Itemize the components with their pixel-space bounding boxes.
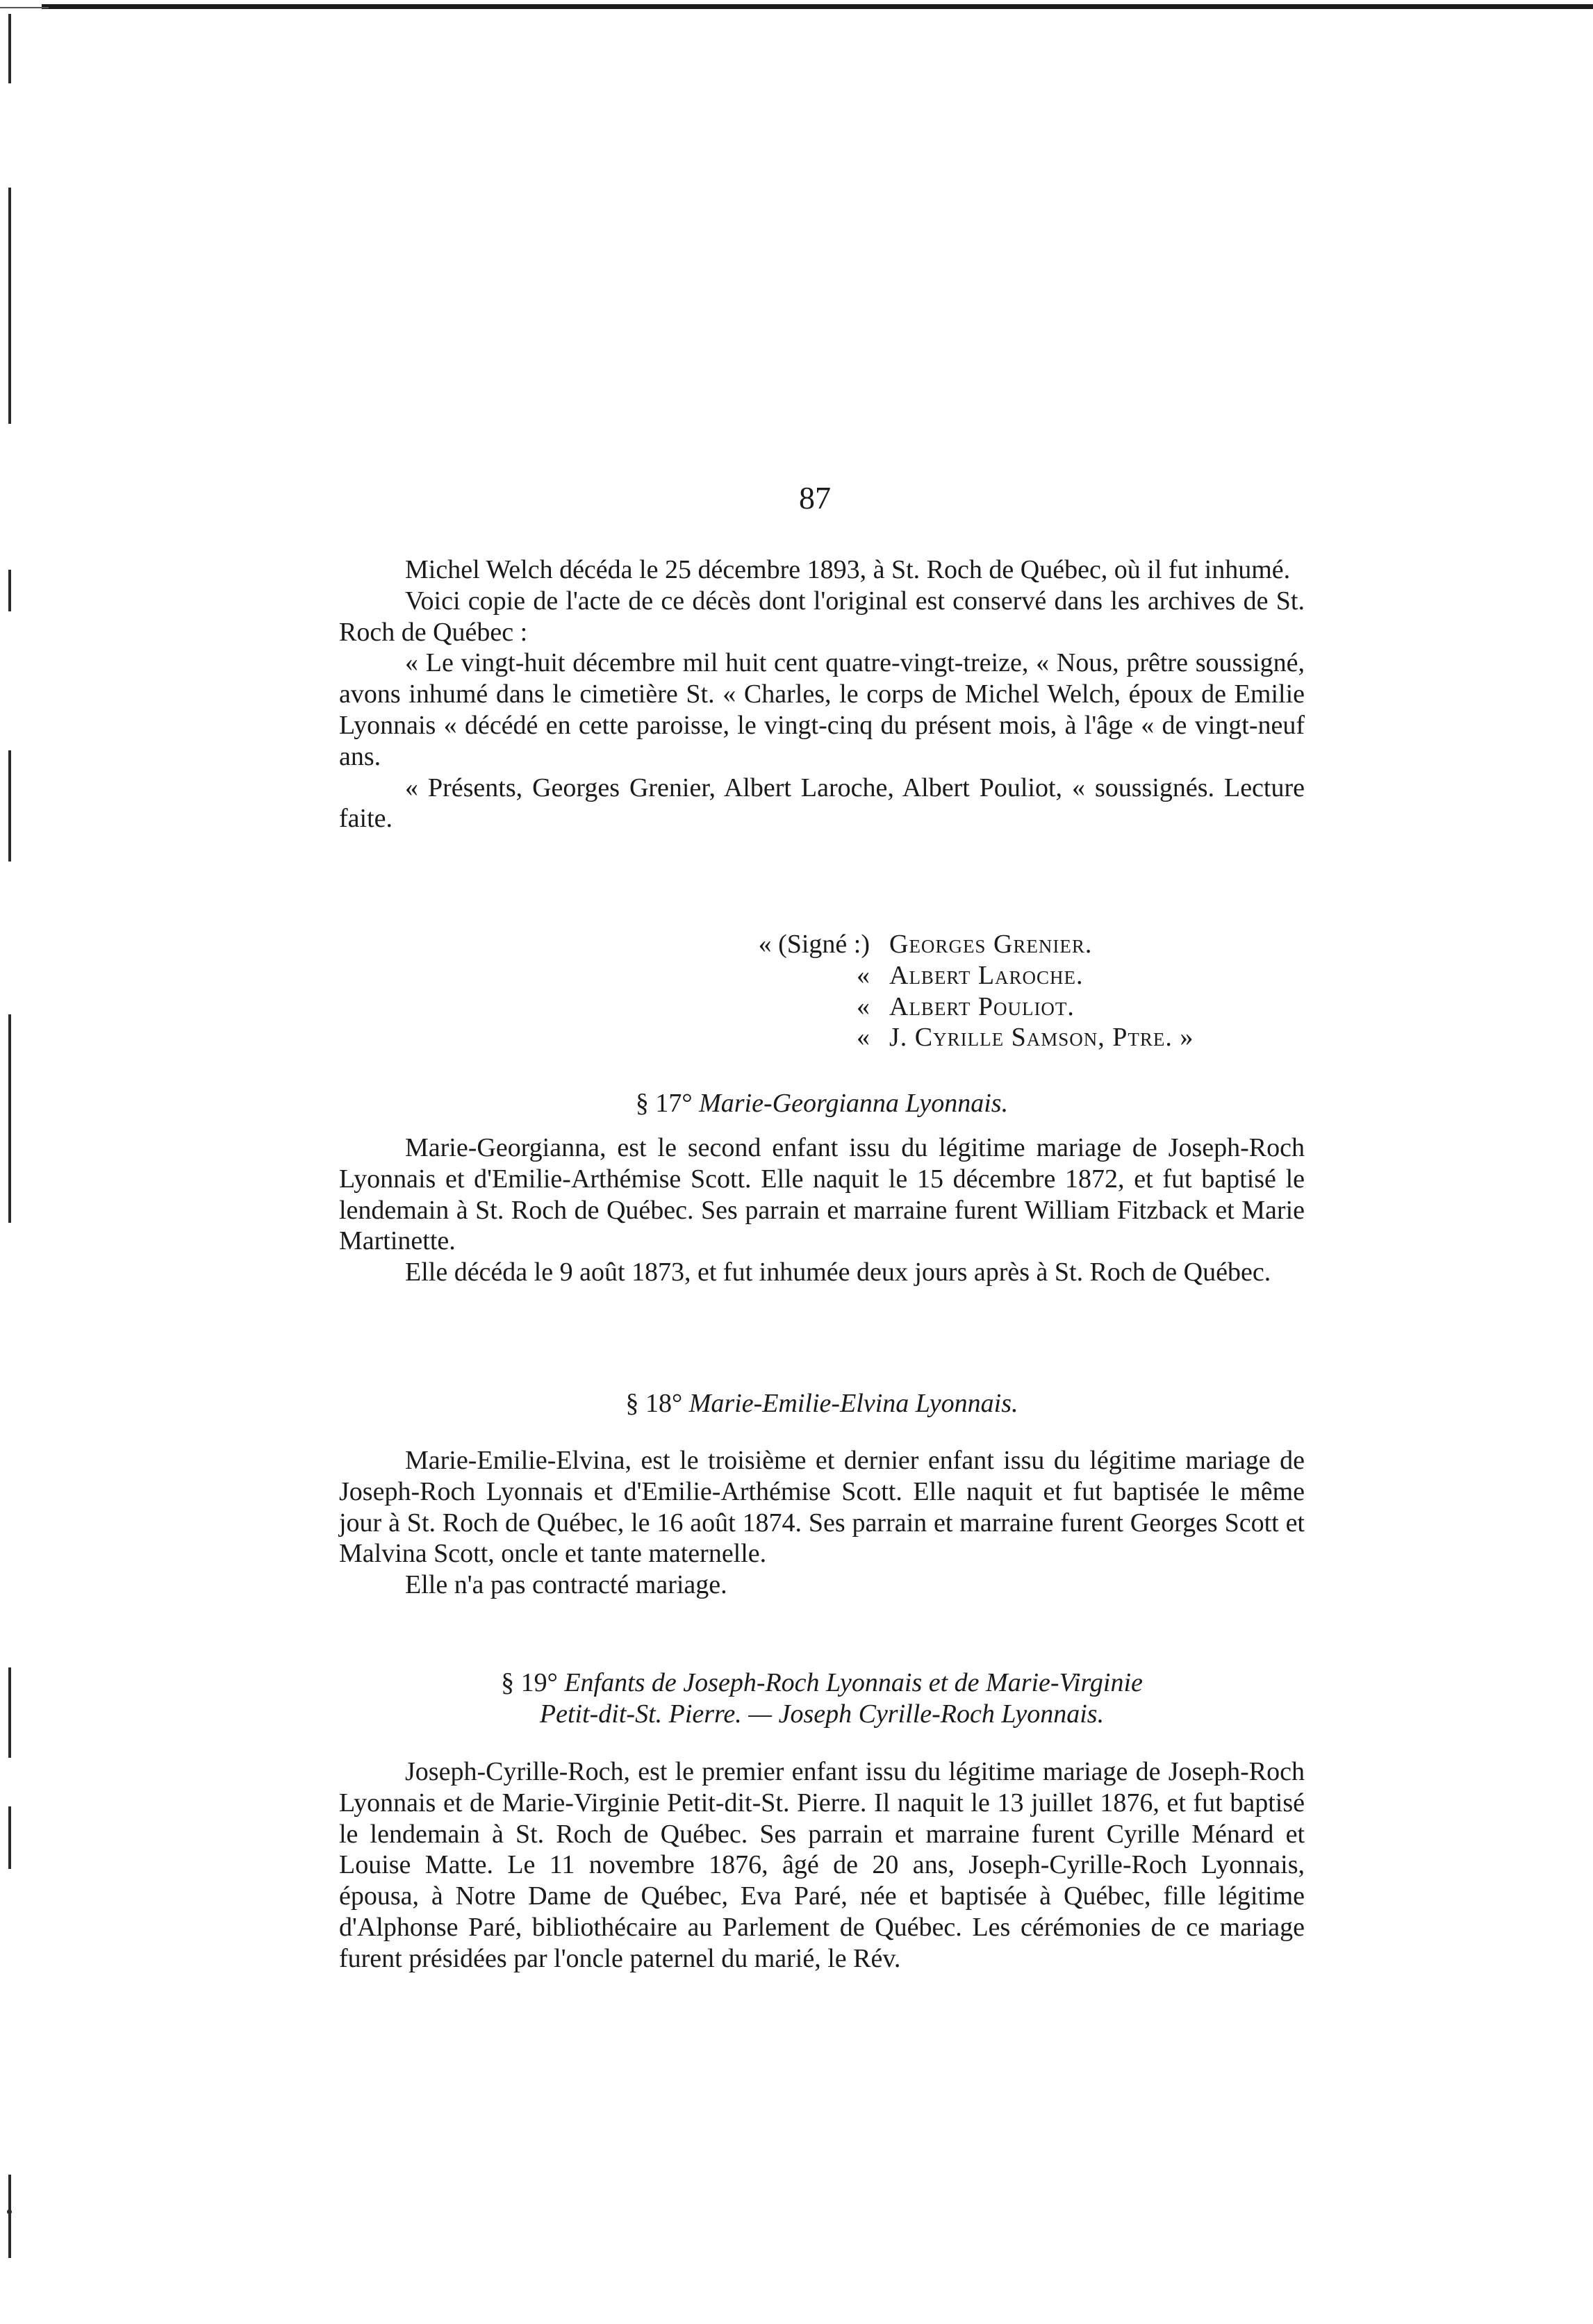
signature-row xyxy=(681,1022,1306,1053)
paragraph: Voici copie de l'acte de ce décès dont l'original est conservé dans les archives de St. Roch de Québec : xyxy=(339,586,1305,647)
scan-left-edge xyxy=(8,1667,11,1758)
signature-row xyxy=(681,960,1306,991)
section-17-body xyxy=(339,1132,1305,1288)
signatures-block xyxy=(681,929,1306,1053)
page-number: 87 xyxy=(799,480,831,516)
scan-left-edge xyxy=(8,1806,11,1869)
paragraph: Marie-Georgianna, est le second enfant issu du légitime mariage de Joseph-Roch Lyonnais et d'Emilie-Arthémise Scott. Elle naquit le 15 décembre 1872, et fut baptisé le lendemain à St. Roch de Québec. Ses parrain et marraine furent William Fitzback et Marie Martinette. xyxy=(339,1133,1305,1256)
section-number: § 17° xyxy=(635,1089,693,1118)
section-title: Marie-Georgianna Lyonnais. xyxy=(699,1089,1009,1118)
signature-mark: « (Signé :) xyxy=(758,930,870,959)
signature-name: Albert Laroche. xyxy=(889,960,1084,990)
scan-left-edge xyxy=(8,1014,11,1223)
section-number: § 18° xyxy=(625,1389,683,1418)
paragraph: Michel Welch décéda le 25 décembre 1893, à St. Roch de Québec, où il fut inhumé. xyxy=(405,555,1291,584)
signature-name: J. Cyrille Samson, Ptre. » xyxy=(889,1023,1194,1053)
section-title-line2: Petit-dit-St. Pierre. — Joseph Cyrille-Roch Lyonnais. xyxy=(539,1699,1105,1729)
quoted-record: « Présents, Georges Grenier, Albert Laroche, Albert Pouliot, « soussignés. Lecture faite. xyxy=(339,773,1305,834)
signature-mark: « xyxy=(857,991,870,1021)
section-18-body xyxy=(339,1445,1305,1601)
burial-record-block xyxy=(339,554,1305,834)
paragraph: Marie-Emilie-Elvina, est le troisième et dernier enfant issu du légitime mariage de Joseph-Roch Lyonnais et d'Emilie-Arthémise Scott. Elle naquit et fut baptisée le même jour à St. Roch de Québec, le 16 août 1874. Ses parrain et marraine furent Georges Scott et Malvina Scott, oncle et tante maternelle. xyxy=(339,1446,1305,1569)
signature-row xyxy=(681,929,1306,960)
scan-left-edge xyxy=(8,188,11,424)
scan-top-rule xyxy=(42,4,1593,9)
scan-left-dot xyxy=(7,2209,12,2214)
section-19-body xyxy=(339,1756,1305,1975)
scan-left-edge xyxy=(8,570,11,611)
section-17-heading xyxy=(339,1088,1305,1119)
signature-mark: « xyxy=(857,1023,870,1053)
paragraph: Joseph-Cyrille-Roch, est le premier enfant issu du légitime mariage de Joseph-Roch Lyonnais et de Marie-Virginie Petit-dit-St. Pierre. Il naquit le 13 juillet 1876, et fut baptisé le lendemain à St. Roch de Québec. Ses parrain et marraine furent Cyrille Ménard et Louise Matte. Le 11 novembre 1876, âgé de 20 ans, Joseph-Cyrille-Roch Lyonnais, épousa, à Notre Dame de Québec, Eva Paré, née et baptisée à Québec, fille légitime d'Alphonse Paré, bibliothécaire au Parlement de Québec. Les cérémonies de ce mariage furent présidées par l'oncle paternel du marié, le Rév. xyxy=(339,1757,1305,1973)
scan-left-edge xyxy=(8,750,11,862)
paragraph: Elle décéda le 9 août 1873, et fut inhumée deux jours après à St. Roch de Québec. xyxy=(405,1258,1271,1287)
section-18-heading xyxy=(339,1388,1305,1419)
signature-name: Albert Pouliot. xyxy=(889,991,1075,1021)
quoted-record: « Le vingt-huit décembre mil huit cent quatre-vingt-treize, « Nous, prêtre soussigné, avons inhumé dans le cimetière St. « Charles, le corps de Michel Welch, époux de Emilie Lyonnais « décédé en cette paroisse, le vingt-cinq du présent mois, à l'âge « de vingt-neuf ans. xyxy=(339,648,1305,771)
signature-row xyxy=(681,991,1306,1023)
scan-left-edge xyxy=(8,2175,11,2258)
section-19-heading xyxy=(339,1667,1305,1730)
signature-mark: « xyxy=(857,960,870,990)
section-title-line1: Enfants de Joseph-Roch Lyonnais et de Marie-Virginie xyxy=(564,1668,1143,1697)
signature-name: Georges Grenier. xyxy=(889,930,1093,959)
scan-top-rule-thin xyxy=(0,7,49,8)
scan-left-edge xyxy=(8,14,11,83)
section-title: Marie-Emilie-Elvina Lyonnais. xyxy=(688,1389,1018,1418)
section-number: § 19° xyxy=(501,1668,558,1697)
paragraph: Elle n'a pas contracté mariage. xyxy=(405,1570,727,1600)
